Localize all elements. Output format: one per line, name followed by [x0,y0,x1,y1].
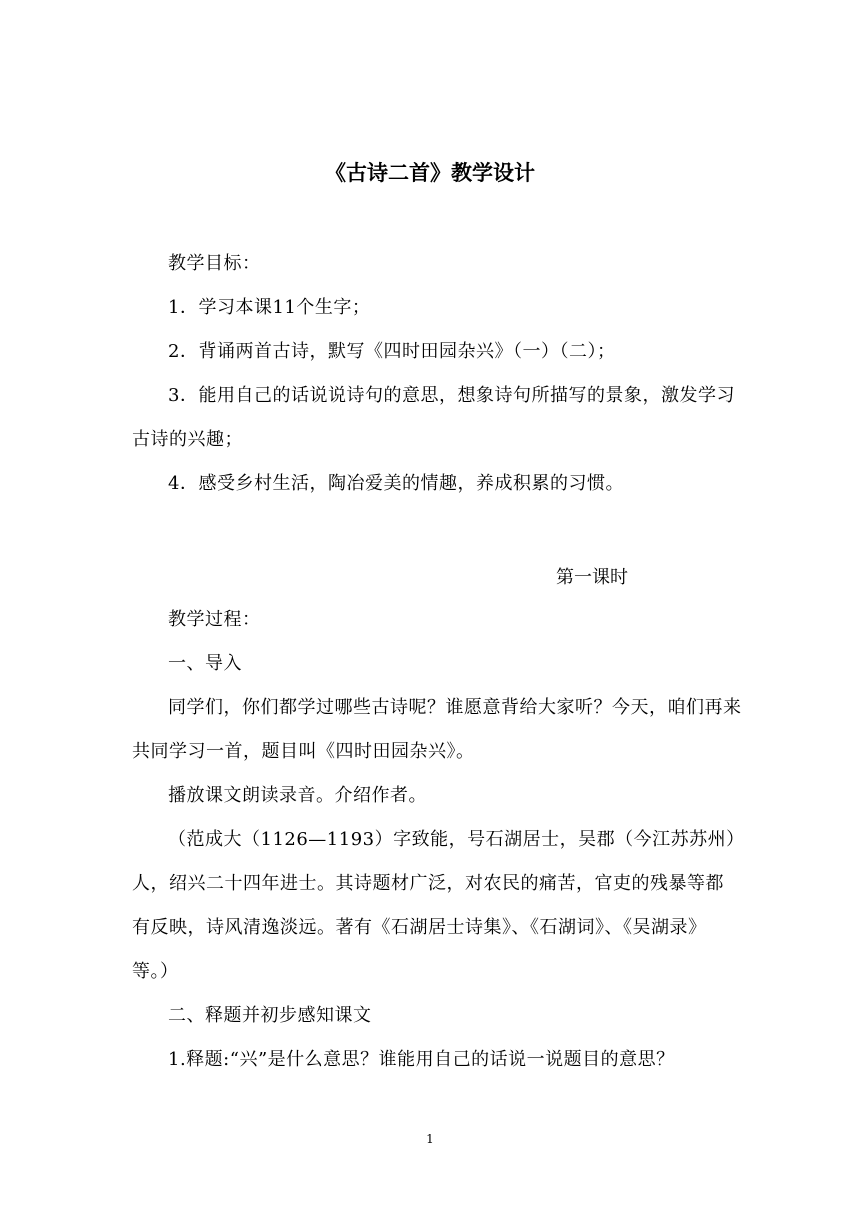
page-number: 1 [426,1132,434,1146]
author-intro-paragraph: （范成大（1126—1193）字致能，号石湖居士，吴郡（今江苏苏州）人，绍兴二十四年进士。其诗题材广泛，对农民的痛苦，官吏的残暴等都有反映，诗风清逸淡远。著有《石湖居士诗集》、《石湖词》、《吴湖录》等。） [132,829,736,982]
section2-item-1: 1.释题:“兴”是什么意思？谁能用自己的话说一说题目的意思？ [168,1049,675,1070]
section1-paragraph-1: 同学们，你们都学过哪些古诗呢？谁愿意背给大家听？今天，咱们再来共同学习一首，题目叫《四时田园杂兴》。 [132,697,742,762]
lesson-label: 第一课时 [556,567,628,588]
section2-heading: 二、释题并初步感知课文 [168,1005,372,1026]
objective-item-4: 4．感受乡村生活，陶冶爱美的情趣，养成积累的习惯。 [168,473,624,494]
objectives-heading: 教学目标： [168,253,261,274]
section1-paragraph-2: 播放课文朗读录音。介绍作者。 [168,785,427,806]
objective-item-1: 1．学习本课11个生字； [168,297,371,318]
objective-item-3: 3．能用自己的话说说诗句的意思，想象诗句所描写的景象，激发学习古诗的兴趣； [132,385,735,450]
document-title: 《古诗二首》教学设计 [325,160,535,185]
objective-item-2: 2．背诵两首古诗，默写《四时田园杂兴》（一）（二）； [168,341,616,362]
process-heading: 教学过程： [168,609,261,630]
section1-heading: 一、导入 [168,653,242,674]
